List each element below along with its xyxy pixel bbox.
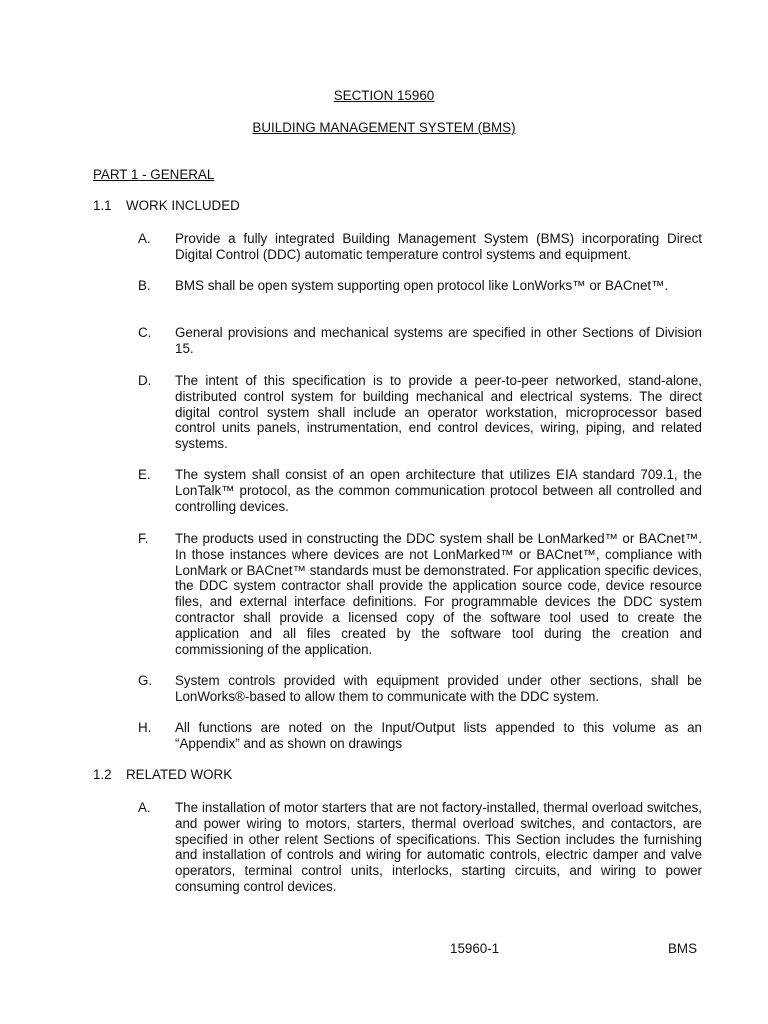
footer-page-code: 15960-1 [450, 941, 500, 956]
item-text: General provisions and mechanical systems are specified in other Sections of Division 15. [175, 325, 702, 356]
item-letter: C. [138, 325, 152, 340]
item-letter: H. [138, 720, 152, 735]
part-heading: PART 1 - GENERAL [93, 167, 215, 182]
item-text: The intent of this specification is to provide a peer-to-peer networked, stand-alone, distributed control system for building mechanical and electrical systems. The direct digital control system shall include an operator workstation, microprocessor based control units panels, instrumentation, end control devices, wiring, piping, and related systems. [175, 373, 702, 452]
item-letter: A. [138, 800, 151, 815]
list-item-1-1-h [138, 720, 702, 752]
item-letter: A. [138, 231, 151, 246]
section-title: SECTION 15960 [333, 88, 435, 103]
footer-document-abbrev: BMS [668, 941, 698, 956]
item-text: System controls provided with equipment provided under other sections, shall be LonWorks®-based to allow them to communicate with the DDC system. [175, 673, 702, 704]
item-text: BMS shall be open system supporting open protocol like LonWorks™ or BACnet™. [175, 278, 669, 293]
list-item-1-2-a [138, 800, 702, 895]
list-item-1-1-g [138, 673, 702, 705]
section-title-text: RELATED WORK [126, 767, 233, 782]
section-title-text: WORK INCLUDED [126, 198, 240, 213]
section-number: 1.1 [93, 198, 112, 213]
item-text: All functions are noted on the Input/Output lists appended to this volume as an “Appendix” and as shown on drawings [175, 720, 702, 751]
item-text: The products used in constructing the DDC system shall be LonMarked™ or BACnet™. In those instances where devices are not LonMarked™ or BACnet™, compliance with LonMark or BACnet™ standards must be demonstrated. For application specific devices, the DDC system contractor shall provide the application source code, device resource files, and external interface definitions. For programmable devices the DDC system contractor shall provide a licensed copy of the software tool used to create the application and all files created by the software tool during the creation and commissioning of the application. [175, 531, 702, 657]
item-text: The installation of motor starters that are not factory-installed, thermal overload switches, and power wiring to motors, starters, thermal overload switches, and contactors, are specified in other relent Sections of specifications. This Section includes the furnishing and installation of controls and wiring for automatic controls, electric damper and valve operators, terminal control units, interlocks, starting circuits, and wiring to power consuming control devices. [175, 800, 702, 894]
item-letter: E. [138, 467, 151, 482]
list-item-1-1-a [138, 231, 702, 263]
item-letter: F. [138, 531, 149, 546]
item-letter: D. [138, 373, 152, 388]
list-item-1-1-e [138, 467, 702, 514]
list-item-1-1-d [138, 373, 702, 452]
item-text: The system shall consist of an open architecture that utilizes EIA standard 709.1, the LonTalk™ protocol, as the common communication protocol between all controlled and controlling devices. [175, 467, 702, 514]
item-letter: B. [138, 278, 151, 293]
list-item-1-1-b [138, 278, 702, 294]
item-letter: G. [138, 673, 153, 688]
section-number: 1.2 [93, 767, 112, 782]
document-title: BUILDING MANAGEMENT SYSTEM (BMS) [252, 120, 516, 135]
list-item-1-1-c [138, 325, 702, 357]
item-text: Provide a fully integrated Building Management System (BMS) incorporating Direct Digital Control (DDC) automatic temperature control systems and equipment. [175, 231, 702, 262]
list-item-1-1-f [138, 531, 702, 657]
section-heading-1-2 [93, 767, 232, 783]
section-heading-1-1 [93, 198, 240, 214]
